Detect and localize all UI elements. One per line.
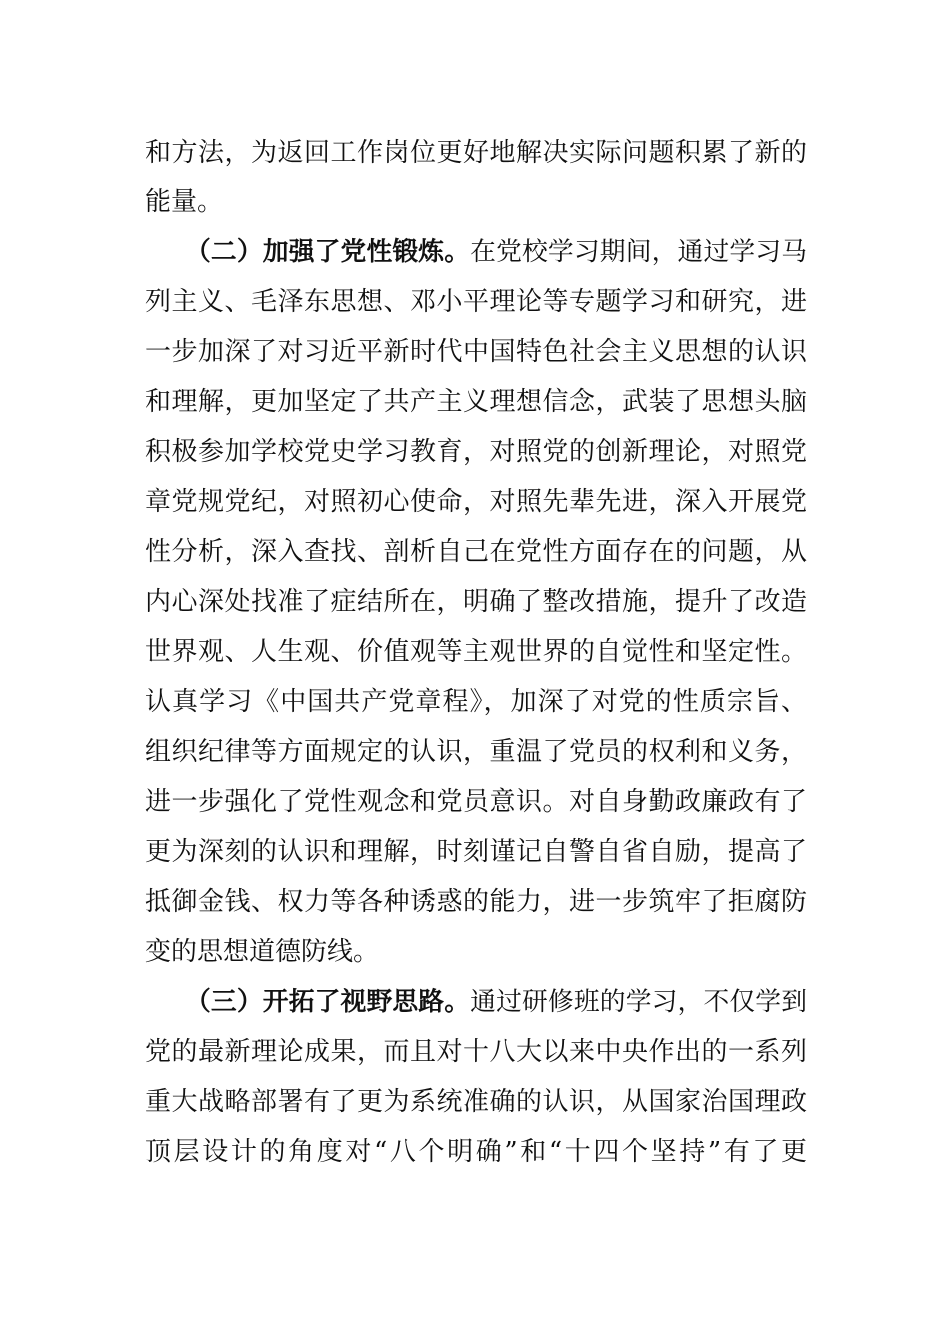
line-text: 认真学习《中国共产党章程》，加深了对党的性质宗旨、 xyxy=(145,687,807,717)
line-text: 内心深处找准了症结所在，明确了整改措施，提升了改造 xyxy=(145,587,807,617)
line-text: 性分析，深入查找、剖析自己在党性方面存在的问题，从 xyxy=(145,537,807,567)
line-text: 党的最新理论成果，而且对十八大以来中央作出的一系列 xyxy=(145,1037,807,1067)
line-text: 章党规党纪，对照初心使命，对照先辈先进，深入开展党 xyxy=(145,487,807,517)
line-text: 和方法，为返回工作岗位更好地解决实际问题积累了新的 xyxy=(145,138,807,168)
line-text: 列主义、毛泽东思想、邓小平理论等专题学习和研究，进 xyxy=(145,287,807,317)
line-text: 和理解，更加坚定了共产主义理想信念，武装了思想头脑 xyxy=(145,387,807,417)
line-text: 变的思想道德防线。 xyxy=(145,937,380,967)
line-text: 组织纪律等方面规定的认识，重温了党员的权利和义务， xyxy=(145,737,807,767)
line-text: 在党校学习期间，通过学习马 xyxy=(470,237,807,267)
line-text: 更为深刻的认识和理解，时刻谨记自警自省自励，提高了 xyxy=(145,837,807,867)
section-heading: （二）加强了党性锻炼。 xyxy=(185,237,471,267)
text-line xyxy=(145,128,807,178)
text-line xyxy=(145,327,807,377)
section-heading-line xyxy=(185,977,807,1027)
line-text: 进一步强化了党性观念和党员意识。对自身勤政廉政有了 xyxy=(145,787,807,817)
text-line xyxy=(145,477,807,527)
line-text: 重大战略部署有了更为系统准确的认识，从国家治国理政 xyxy=(145,1087,807,1117)
line-text: 能量。 xyxy=(145,187,224,217)
text-line xyxy=(145,777,807,827)
text-line xyxy=(145,1127,807,1177)
text-line xyxy=(145,927,807,977)
text-line xyxy=(145,877,807,927)
section-heading-line xyxy=(185,227,807,277)
text-line xyxy=(145,1077,807,1127)
section-heading: （三）开拓了视野思路。 xyxy=(185,987,471,1017)
text-line xyxy=(145,177,807,227)
text-line xyxy=(145,677,807,727)
text-line xyxy=(145,827,807,877)
line-text: 抵御金钱、权力等各种诱惑的能力，进一步筑牢了拒腐防 xyxy=(145,887,807,917)
text-line xyxy=(145,427,807,477)
line-text: 积极参加学校党史学习教育，对照党的创新理论，对照党 xyxy=(145,437,807,467)
text-line xyxy=(145,577,807,627)
text-line xyxy=(145,1027,807,1077)
text-line xyxy=(145,727,807,777)
text-line xyxy=(145,377,807,427)
text-line xyxy=(145,277,807,327)
text-line xyxy=(145,627,807,677)
text-line xyxy=(145,527,807,577)
line-text: 通过研修班的学习，不仅学到 xyxy=(470,987,807,1017)
line-text: 一步加深了对习近平新时代中国特色社会主义思想的认识 xyxy=(145,337,807,367)
line-text: 顶层设计的角度对“八个明确”和“十四个坚持”有了更 xyxy=(145,1137,807,1167)
line-text: 世界观、人生观、价值观等主观世界的自觉性和坚定性。 xyxy=(145,637,807,667)
